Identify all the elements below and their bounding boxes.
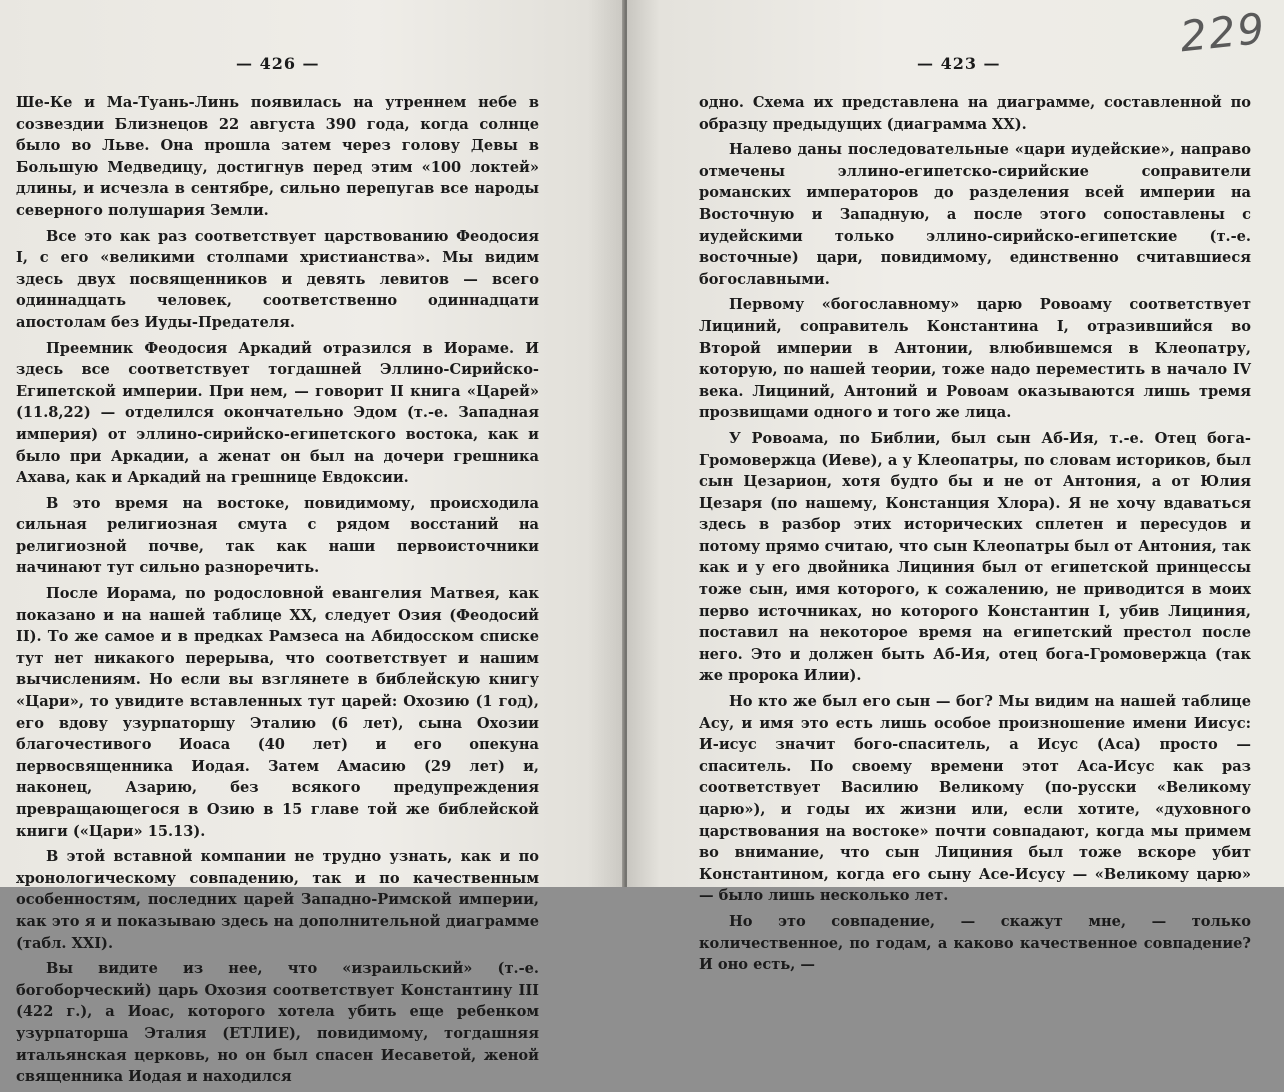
left-page-text xyxy=(16,92,539,1092)
paragraph: Налево даны последовательные «цари иудейские», направо отмечены эллино-египетско-сирийские соправители романских императоров до разделения всей империи на Восточную и Западную, а после этого сопоставлены с иудейскими только эллино-сирийско-египетские (т.-е. восточные) цари, повидимому, единственно считавшиеся богославными. xyxy=(699,141,1251,288)
right-page-text xyxy=(699,92,1251,980)
right-page-number: — 423 — xyxy=(917,54,1001,73)
right-page xyxy=(627,0,1284,974)
paragraph: В это время на востоке, повидимому, происходила сильная религиозная смута с рядом восстаний на религиозной почве, так как наши первоисточники начинают тут сильно разноречить. xyxy=(16,494,539,577)
handwritten-page-number: 229 xyxy=(1177,3,1269,62)
paragraph: Первому «богославному» царю Ровоаму соответствует Лициний, соправитель Константина I, отразившийся во Второй империи в Антонии, влюбившемся в Клеопатру, которую, по нашей теории, тоже надо переместить в начало IV века. Лициний, Антоний и Ровоам оказываются лишь тремя прозвищами одного и того же лица. xyxy=(699,296,1251,422)
paragraph: В этой вставной компании не трудно узнать, как и по хронологическому совпадению, так и по качественным особенностям, последних царей Западно-Римской империи, как это я и показываю здесь на дополнительной диаграмме (табл. XXI). xyxy=(16,848,539,952)
paragraph: Ше-Ке и Ма-Туань-Линь появилась на утреннем небе в созвездии Близнецов 22 августа 390 года, когда солнце было во Льве. Она прошла затем через голову Девы в Большую Медведицу, достигнув перед этим «100 локтей» длины, и исчезла в сентябре, сильно перепугав все народы северного полушария Земли. xyxy=(16,94,539,219)
paragraph: Но это совпадение, — скажут мне, — только количественное, по годам, а каково качественное совпадение? И оно есть, — xyxy=(699,912,1251,974)
paragraph: После Иорама, по родословной евангелия Матвея, как показано и на нашей таблице XX, следует Озия (Феодосий II). То же самое и в предках Рамзеса на Абидосском списке тут нет никакого перерыва, что соответствует и нашим вычислениям. Но если вы взглянете в библейскую книгу «Цари», то увидите вставленных тут царей: Охозию (1 год), его вдову узурпаторшу Эталию (6 лет), сына Охозии благочестивого Иоаса (40 лет) и его опекуна первосвященника Иодая. Затем Амасию (29 лет) и, наконец, Азарию, без всякого предупреждения превращающегося в Озию в 15 главе той же библейской книги («Цари» 15.13). xyxy=(16,585,539,840)
left-page-number: — 426 — xyxy=(236,54,320,73)
paragraph: одно. Схема их представлена на диаграмме, составленной по образцу предыдущих (диаграмма XX). xyxy=(699,94,1251,133)
left-page xyxy=(0,0,625,1086)
paragraph: Вы видите из нее, что «израильский» (т.-е. богоборческий) царь Охозия соответствует Константину III (422 г.), а Иоас, которого хотела убить еще ребенком узурпаторша Эталия (ЕТЛИЕ), повидимому, тогдашняя итальянская церковь, но он был спасен Иесаветой, женой священника Иодая и находился xyxy=(16,960,539,1086)
paragraph: Все это как раз соответствует царствованию Феодосия I, с его «великими столпами христианства». Мы видим здесь двух посвященников и девять левитов — всего одиннадцать человек, соответственно одиннадцати апостолам без Иуды-Предателя. xyxy=(16,227,539,331)
paragraph: Но кто же был его сын — бог? Мы видим на нашей таблице Асу, и имя это есть лишь особое произношение имени Иисус: И-исус значит бого-спаситель, а Исус (Аса) просто — спаситель. По своему времени этот Аса-Исус как раз соответствует Василию Великому (по-русски «Великому царю»), и годы их жизни или, если хотите, «духовного царствования на востоке» почти совпадают, когда мы примем во внимание, что сын Лициния был тоже вскоре убит Константином, когда его сыну Асе-Исусу — «Великому царю» — было лишь несколько лет. xyxy=(699,693,1251,905)
paragraph: Преемник Феодосия Аркадий отразился в Иораме. И здесь все соответствует тогдашней Эллино-Сирийско-Египетской империи. При нем, — говорит II книга «Царей» (11.8,22) — отделился окончательно Эдом (т.-е. Западная империя) от эллино-сирийско-египетского востока, как и было при Аркадии, а женат он был на дочери грешника Ахава, как и Аркадий на грешнице Евдоксии. xyxy=(16,339,539,487)
paragraph: У Ровоама, по Библии, был сын Аб-Ия, т.-е. Отец бога-Громовержца (Иеве), а у Клеопатры, по словам историков, был сын Цезарион, хотя будто бы и не от Антония, а от Юлия Цезаря (по нашему, Констанция Хлора). Я не хочу вдаваться здесь в разбор этих исторических сплетен и пересудов и потому прямо считаю, что сын Клеопатры был от Антония, так как и у его двойника Лициния был от египетской принцессы тоже сын, имя которого, к сожалению, не приводится в моих перво источниках, но которого Константин I, убив Лициния, поставил на некоторое время на египетский престол после него. Это и должен быть Аб-Ия, отец бога-Громовержца (так же пророка Илии). xyxy=(699,429,1251,685)
